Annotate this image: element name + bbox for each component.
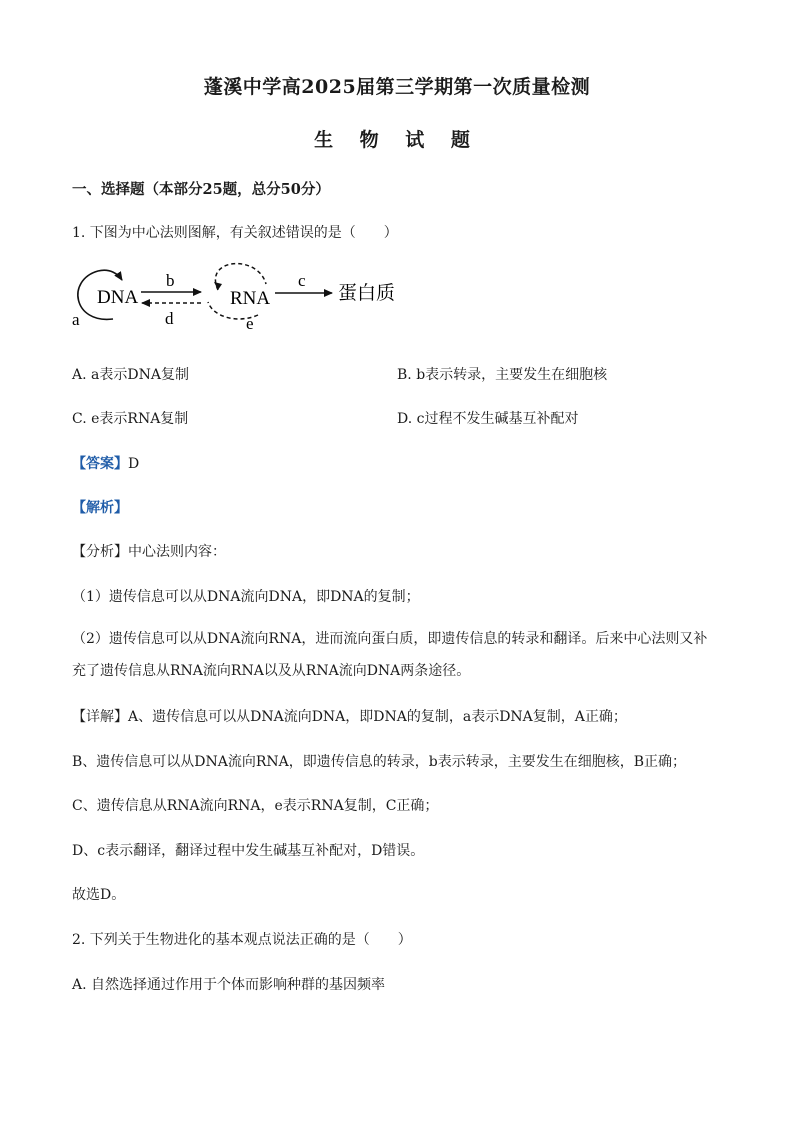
label-b: b [166,271,175,290]
label-c: c [298,271,306,290]
q1-option-b[interactable]: B. b表示转录，主要发生在细胞核 [397,367,608,383]
detail-d: D、c表示翻译，翻译过程中发生碱基互补配对，D错误。 [72,843,425,859]
answer-tag: 【答案】 [72,456,128,472]
q1-option-a[interactable]: A. a表示DNA复制 [72,367,189,383]
answer-value: D [128,456,140,472]
q1-stem: 1. 下图为中心法则图解，有关叙述错误的是（ ） [72,225,398,241]
central-dogma-diagram [68,262,418,337]
detail-a: A、遗传信息可以从DNA流向DNA，即DNA的复制，a表示DNA复制，A正确； [128,709,627,725]
q1-option-c[interactable]: C. e表示RNA复制 [72,411,189,427]
fenxi-tag: 【分析】 [72,544,128,560]
detail-b: B、遗传信息可以从DNA流向RNA，即遗传信息的转录，b表示转录，主要发生在细胞核，B正确； [72,754,687,770]
q2-option-a[interactable]: A. 自然选择通过作用于个体而影响种群的基因频率 [72,977,386,993]
fenxi-text: 中心法则内容： [128,544,226,560]
detail-c: C、遗传信息从RNA流向RNA，e表示RNA复制，C正确； [72,798,439,814]
section-heading: 一、选择题（本部分25题，总分50分） [72,181,330,198]
detail-a-line [72,706,627,726]
label-a: a [72,310,80,329]
analysis-tag: 【解析】 [72,500,128,516]
q2-stem: 2. 下列关于生物进化的基本观点说法正确的是（ ） [72,932,412,948]
subject-title: 生 物 试 题 [314,129,480,151]
label-protein: 蛋白质 [338,283,396,304]
xiangjie-tag: 【详解】 [72,709,128,725]
label-dna: DNA [97,287,139,308]
label-rna: RNA [230,288,271,309]
q1-option-d[interactable]: D. c过程不发生碱基互补配对 [397,411,579,427]
label-d: d [165,309,174,328]
q1-answer-line [72,453,139,473]
label-e: e [246,314,254,333]
point-1: （1）遗传信息可以从DNA流向DNA，即DNA的复制； [72,589,420,605]
exam-title: 蓬溪中学高2025届第三学期第一次质量检测 [203,76,591,98]
point-2: （2）遗传信息可以从DNA流向RNA，进而流向蛋白质，即遗传信息的转录和翻译。后来中心法则又补充了遗传信息从RNA流向RNA以及从RNA流向DNA两条途径。 [72,631,708,679]
fenxi-line [72,541,226,561]
conclusion: 故选D。 [72,887,126,903]
